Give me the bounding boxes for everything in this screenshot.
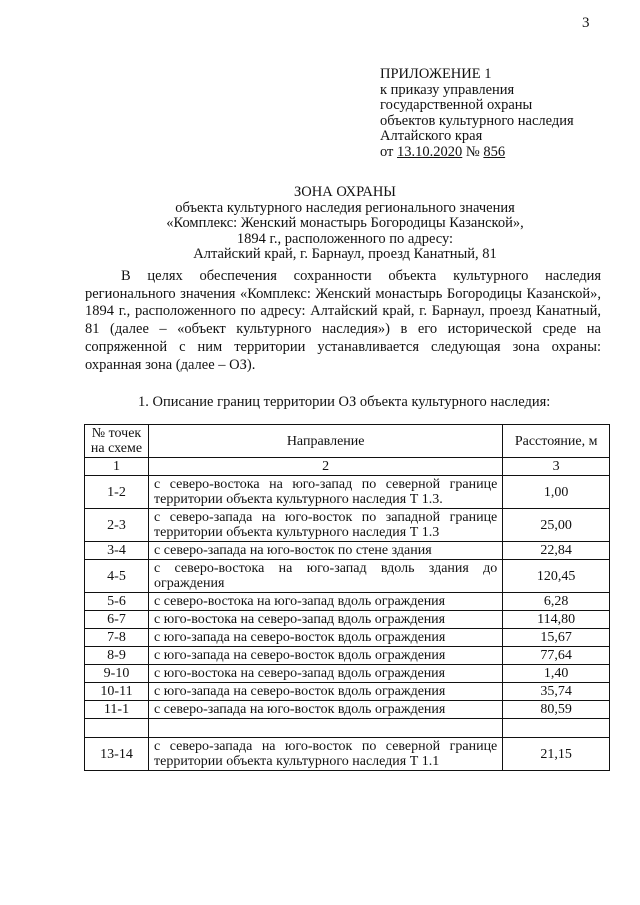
row-distance: 1,00	[503, 476, 610, 509]
intro-text: В целях обеспечения сохранности объекта культурного наследия регионального значения «Комплекс: Женский монастырь Богородицы Казанской», 1894 г., расположенного по адресу: Алтайский край, г. Барнаул, проезд Канатный, 81 (далее – «объект культурного наследия») в его исторической среде на сопряженной с ним территории устанавливается следующая зона охраны: охранная зона (далее – ОЗ).	[85, 268, 601, 373]
row-points: 6-7	[85, 611, 149, 629]
number-sign: №	[465, 143, 480, 160]
column-number: 1	[85, 458, 149, 476]
document-heading	[60, 185, 630, 263]
table-row	[85, 665, 610, 683]
heading-line: 1894 г., расположенного по адресу:	[236, 230, 454, 247]
header-points: № точек на схеме	[85, 425, 149, 458]
date-prefix: от	[380, 143, 394, 160]
table-row	[85, 509, 610, 542]
row-distance: 15,67	[503, 629, 610, 647]
intro-paragraph	[85, 268, 601, 374]
row-distance: 80,59	[503, 701, 610, 719]
table-row-empty	[85, 719, 610, 738]
appendix-line: государственной охраны	[380, 97, 533, 113]
row-direction: с юго-востока на северо-запад вдоль ограждения	[149, 665, 503, 683]
row-points: 4-5	[85, 560, 149, 593]
row-direction: с северо-востока на юго-запад по северной границе территории объекта культурного наследия Т 1.3.	[149, 476, 503, 509]
table-row	[85, 701, 610, 719]
order-number: 856	[483, 143, 506, 160]
row-distance: 21,15	[503, 738, 610, 771]
heading-line: объекта культурного наследия регионального значения	[175, 199, 515, 216]
appendix-line: к приказу управления	[380, 81, 515, 98]
row-points: 9-10	[85, 665, 149, 683]
table-row	[85, 542, 610, 560]
row-points: 10-11	[85, 683, 149, 701]
row-distance: 22,84	[503, 542, 610, 560]
table-row	[85, 647, 610, 665]
row-direction: с юго-запада на северо-восток вдоль ограждения	[149, 629, 503, 647]
row-direction: с юго-запада на северо-восток вдоль ограждения	[149, 647, 503, 665]
row-direction: с северо-востока на юго-запад вдоль здания до ограждения	[149, 560, 503, 593]
row-points: 13-14	[85, 738, 149, 771]
heading-title: ЗОНА ОХРАНЫ	[294, 184, 396, 200]
section-title: 1. Описание границ территории ОЗ объекта культурного наследия:	[138, 394, 551, 410]
table-row	[85, 738, 610, 771]
row-points: 8-9	[85, 647, 149, 665]
row-points: 2-3	[85, 509, 149, 542]
appendix-line: Алтайского края	[380, 128, 483, 144]
row-direction	[149, 719, 503, 738]
row-distance: 120,45	[503, 560, 610, 593]
row-distance: 35,74	[503, 683, 610, 701]
table-header-row	[85, 425, 610, 458]
header-direction: Направление	[149, 425, 503, 458]
header-distance: Расстояние, м	[503, 425, 610, 458]
heading-line: Алтайский край, г. Барнаул, проезд Канатный, 81	[193, 246, 497, 262]
row-points: 5-6	[85, 593, 149, 611]
row-direction: с юго-востока на северо-запад вдоль ограждения	[149, 611, 503, 629]
row-distance: 114,80	[503, 611, 610, 629]
column-number: 2	[149, 458, 503, 476]
table-row	[85, 629, 610, 647]
column-number: 3	[503, 458, 610, 476]
row-points: 7-8	[85, 629, 149, 647]
order-date: 13.10.2020	[397, 143, 463, 160]
appendix-block	[380, 67, 574, 160]
row-points: 11-1	[85, 701, 149, 719]
appendix-title: ПРИЛОЖЕНИЕ 1	[380, 66, 492, 82]
boundary-table	[84, 424, 610, 771]
table-row	[85, 476, 610, 509]
table-row	[85, 593, 610, 611]
row-direction: с юго-запада на северо-восток вдоль ограждения	[149, 683, 503, 701]
row-distance: 25,00	[503, 509, 610, 542]
row-points	[85, 719, 149, 738]
row-direction: с северо-востока на юго-запад вдоль ограждения	[149, 593, 503, 611]
row-distance	[503, 719, 610, 738]
table-row	[85, 611, 610, 629]
table-row	[85, 560, 610, 593]
page-number: 3	[582, 15, 590, 31]
row-distance: 1,40	[503, 665, 610, 683]
row-distance: 77,64	[503, 647, 610, 665]
row-direction: с северо-запада на юго-восток по западной границе территории объекта культурного наследия Т 1.3	[149, 509, 503, 542]
row-points: 1-2	[85, 476, 149, 509]
table-row	[85, 683, 610, 701]
row-points: 3-4	[85, 542, 149, 560]
appendix-line: объектов культурного наследия	[380, 112, 574, 129]
column-number-row	[85, 458, 610, 476]
row-direction: с северо-запада на юго-восток по северной границе территории объекта культурного наследия Т 1.1	[149, 738, 503, 771]
row-distance: 6,28	[503, 593, 610, 611]
order-date-line	[380, 145, 574, 161]
row-direction: с северо-запада на юго-восток вдоль ограждения	[149, 701, 503, 719]
row-direction: с северо-запада на юго-восток по стене здания	[149, 542, 503, 560]
heading-line: «Комплекс: Женский монастырь Богородицы Казанской»,	[166, 215, 524, 231]
